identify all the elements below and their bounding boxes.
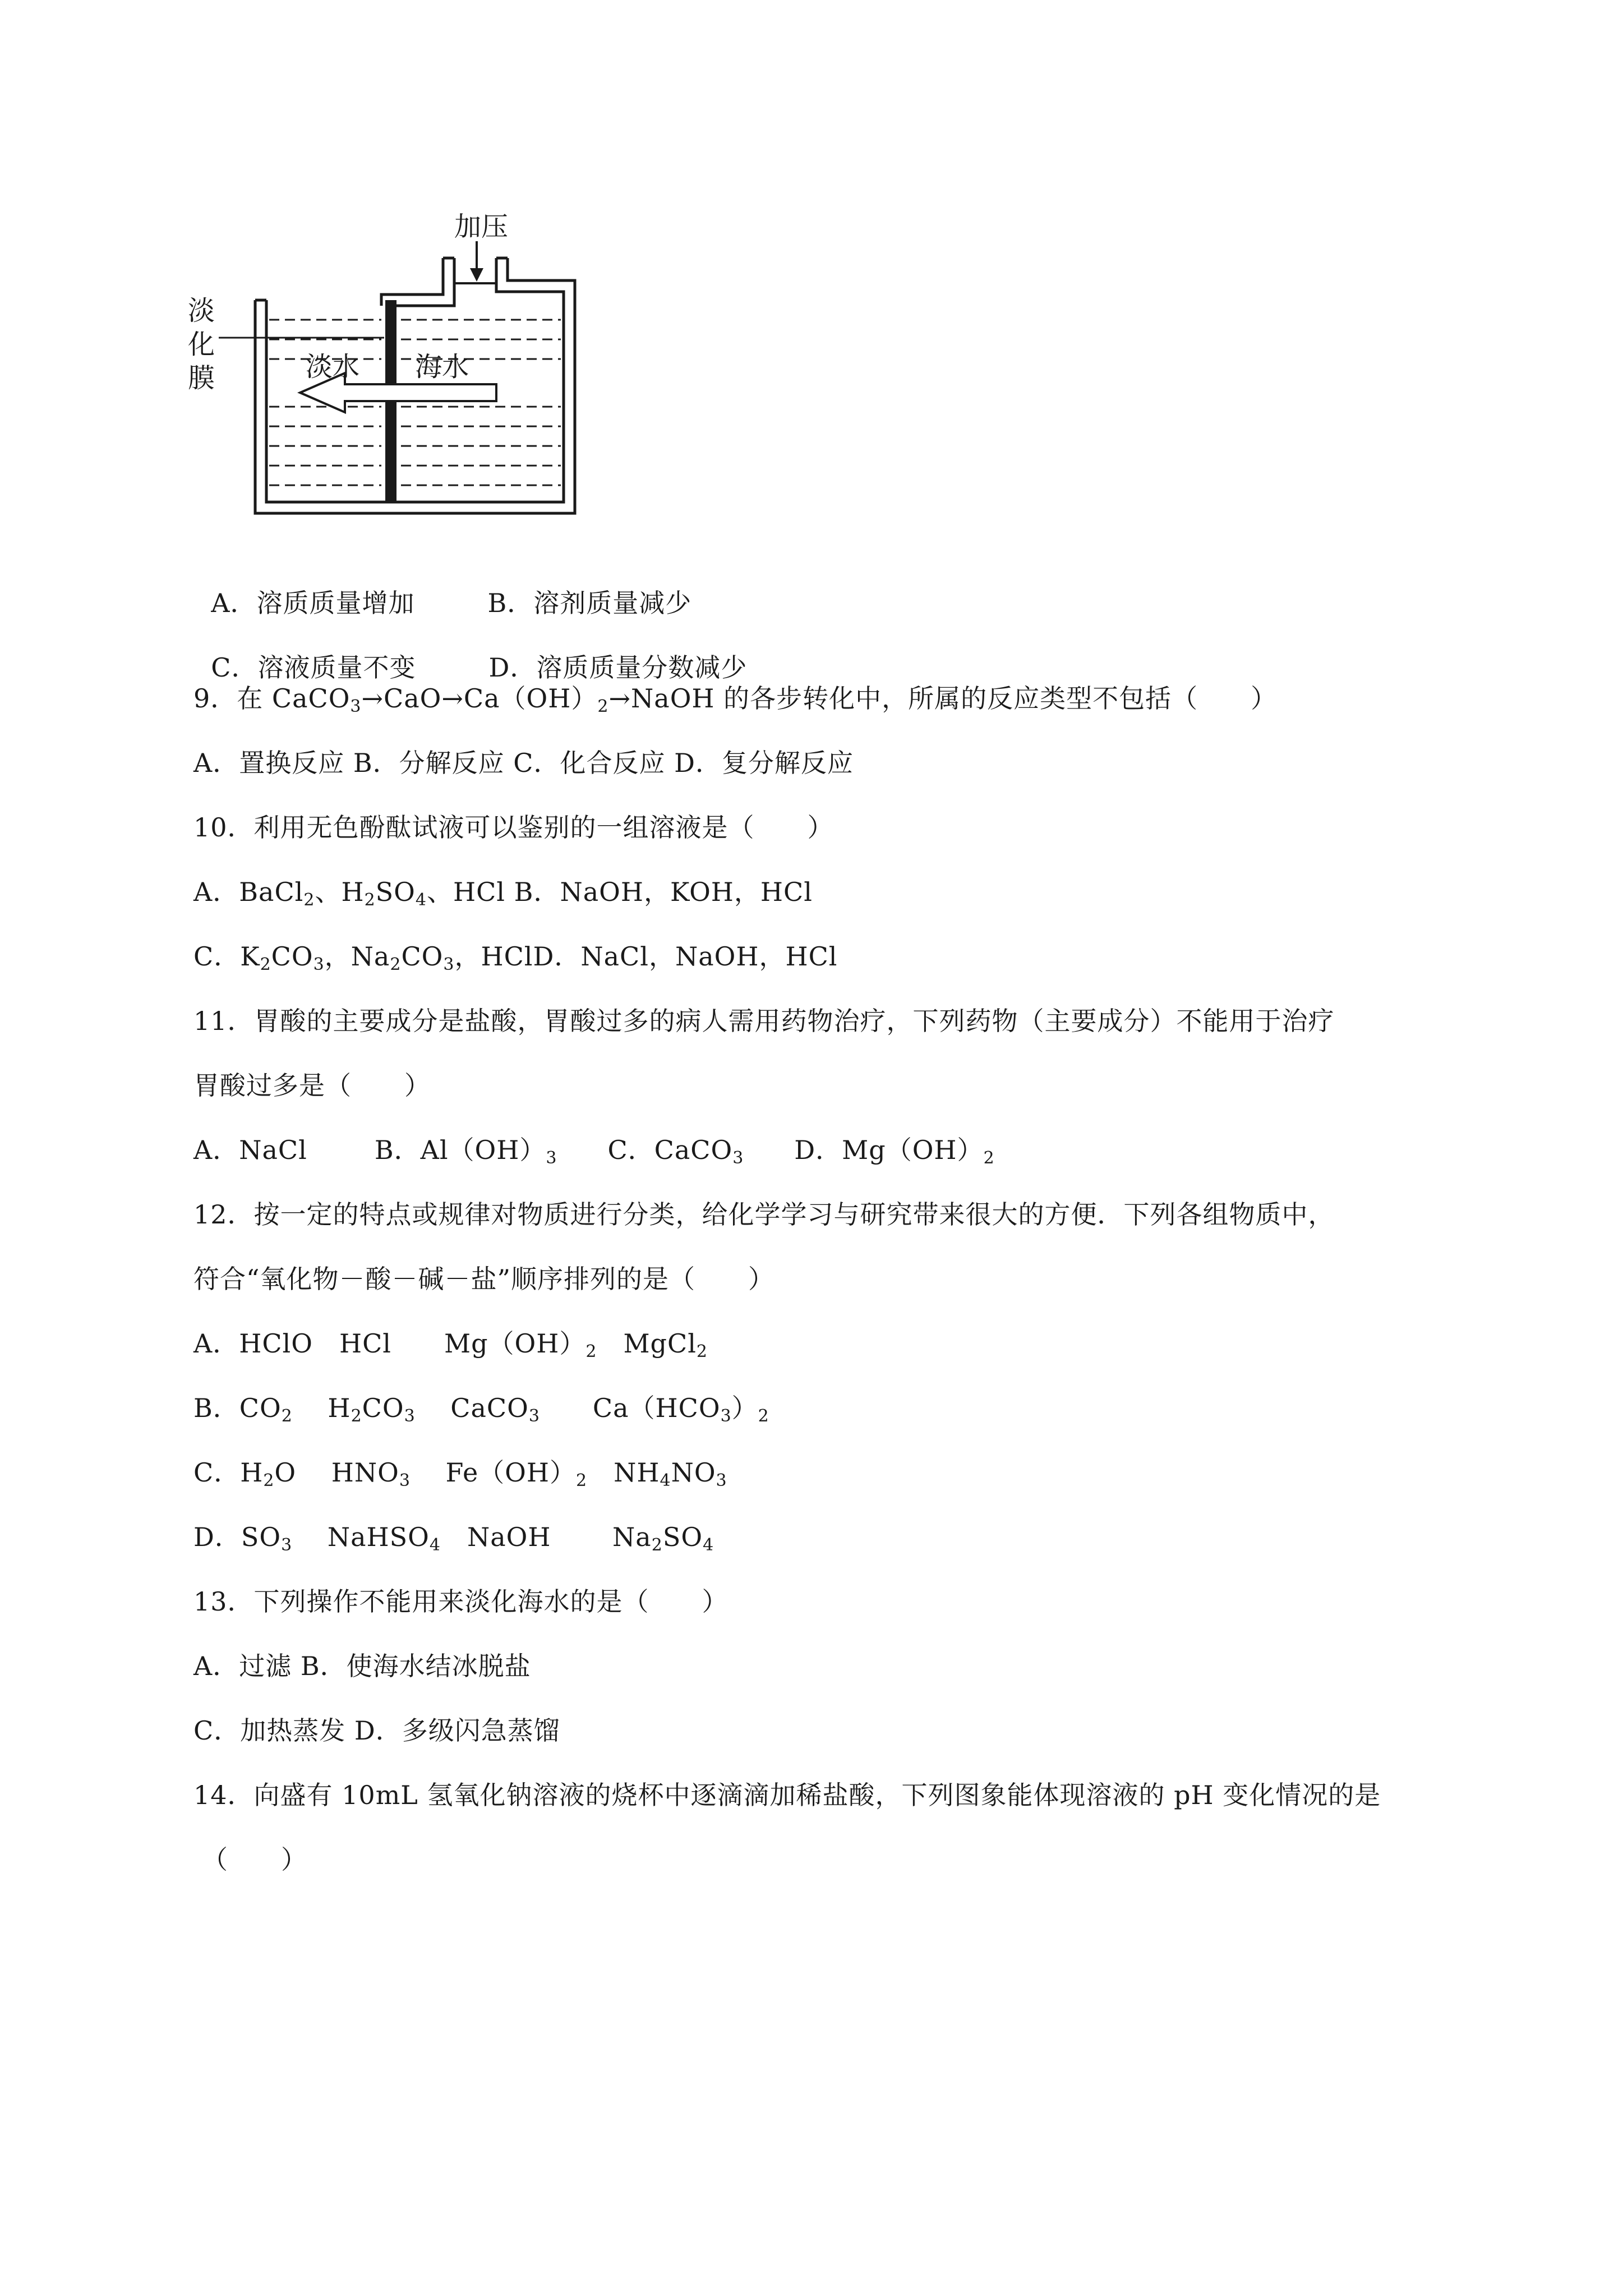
q11-stem-line2: 胃酸过多是（ ）: [193, 1070, 431, 1101]
fresh-water-label: 淡水: [306, 351, 360, 383]
q11-option-d: D．Mg（OH）: [794, 1135, 984, 1165]
q8-option-a: A．溶质质量增加: [211, 588, 415, 618]
q8-options-row2: [193, 617, 747, 684]
q14-stem-line2: （ ）: [202, 1844, 307, 1875]
q13-options-row1: A．过滤 B．使海水结冰脱盐: [193, 1651, 531, 1681]
q10-options-cd: C．$K_2CO_3$，$Na_2CO_3$，HClD．NaCl，NaOH，HCl: [193, 941, 838, 974]
q11-options: A．NaCl B．$Al(OH)_3$ C．CaCO$_3$ D．$Mg(OH)_2$: [193, 1135, 995, 1168]
desalination-figure: [185, 208, 589, 522]
q8-option-d: D．溶质质量分数减少: [488, 652, 748, 683]
sea-water-label: 海水: [415, 351, 469, 383]
membrane-label-3: 膜: [188, 362, 215, 394]
q12-option-c: C．$H_2O$ $HNO_3$ $Fe(OH)_2$ $NH_4NO_3$: [193, 1457, 727, 1490]
membrane-label-1: 淡: [188, 295, 215, 326]
q10-options-ab: A．BaCl$_2$、$H_2SO_4$、HCl B．NaOH，KOH，HCl: [193, 877, 813, 910]
q9-options: A．置换反应 B．分解反应 C．化合反应 D．复分解反应: [193, 748, 854, 778]
q9-stem: 9．在 $CaCO_3\to CaO\to Ca(OH)_2\to NaOH$ 的各步转化中，所属的反应类型不包括（ ）: [193, 683, 1278, 716]
membrane-label-2: 化: [188, 329, 215, 360]
pressure-label: 加压: [454, 211, 509, 242]
q11-option-c: C．CaCO: [607, 1135, 733, 1165]
q8-options-row1: [193, 553, 691, 620]
q8-option-c: C．溶液质量不变: [211, 652, 416, 683]
q12-option-b: B．$CO_2$ $H_2CO_3$ CaCO$_3$ $Ca(HCO_3)_2$: [193, 1393, 769, 1426]
q10-stem: 10．利用无色酚酞试液可以鉴别的一组溶液是（ ）: [193, 812, 834, 843]
q12-option-a: A．HClO HCl $Mg(OH)_2$ MgCl$_2$: [193, 1328, 708, 1361]
q11-option-a: A．NaCl: [193, 1135, 307, 1165]
q11-stem-line1: 11．胃酸的主要成分是盐酸，胃酸过多的病人需用药物治疗，下列药物（主要成分）不能用于治疗: [193, 1006, 1335, 1036]
q12-stem-line1: 12．按一定的特点或规律对物质进行分类，给化学学习与研究带来很大的方便．下列各组物质中，: [193, 1199, 1335, 1230]
q12-stem-line2: 符合“氧化物－酸－碱－盐”顺序排列的是（ ）: [193, 1264, 775, 1294]
q13-stem: 13．下列操作不能用来淡化海水的是（ ）: [193, 1586, 728, 1617]
q11-option-b: B．Al（OH）: [374, 1135, 546, 1165]
q14-stem-line1: 14．向盛有 10mL 氢氧化钠溶液的烧杯中逐滴滴加稀盐酸，下列图象能体现溶液的 pH 变化情况的是: [193, 1780, 1381, 1810]
q13-options-row2: C．加热蒸发 D．多级闪急蒸馏: [193, 1715, 560, 1746]
q12-option-d: D．$SO_3$ NaHSO$_4$ NaOH $Na_2SO_4$: [193, 1522, 714, 1555]
q8-option-b: B．溶剂质量减少: [487, 588, 692, 618]
